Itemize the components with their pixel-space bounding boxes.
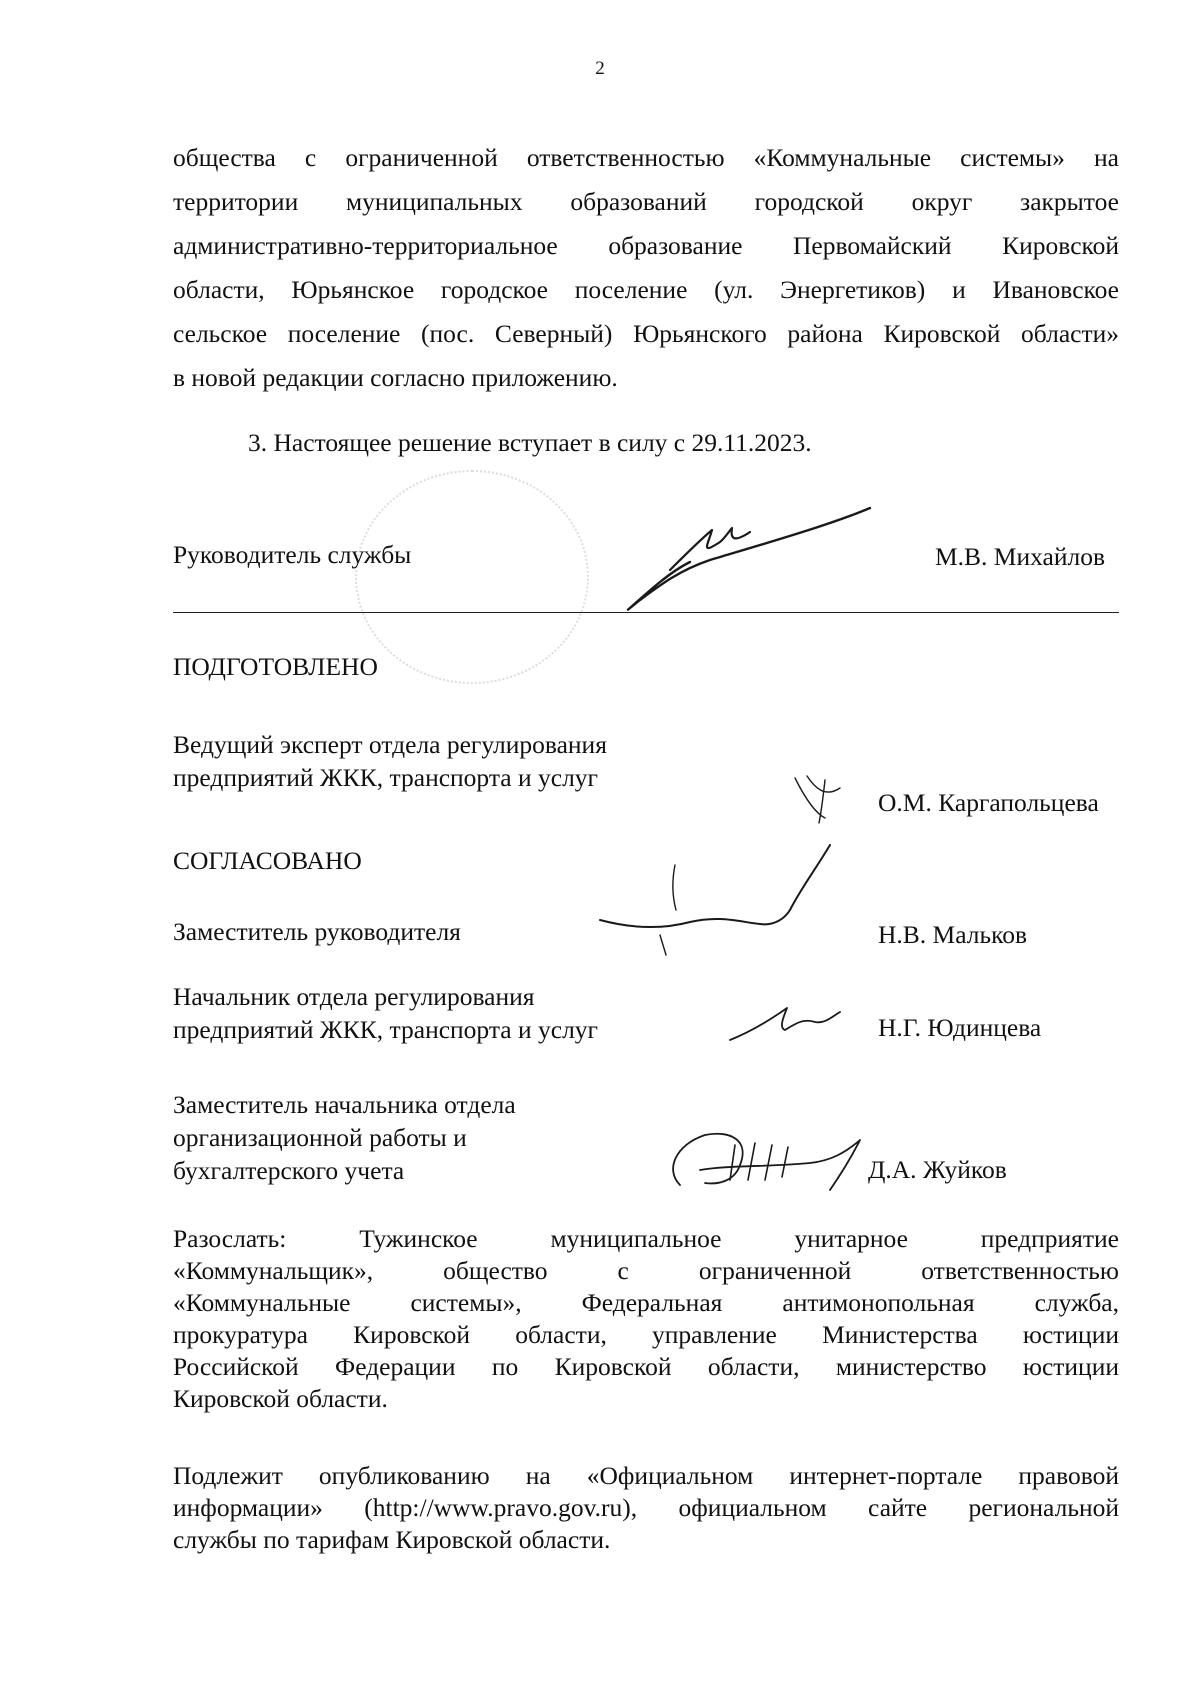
intro-line: территории муниципальных образований городской округ закрытое	[173, 187, 1119, 216]
prepared-heading: ПОДГОТОВЛЕНО	[173, 652, 378, 681]
agreed-heading: СОГЛАСОВАНО	[173, 846, 362, 875]
signer-signature	[660, 1125, 880, 1205]
page-number: 2	[595, 58, 605, 79]
intro-line: сельское поселение (пос. Северный) Юрьянского района Кировской области»	[173, 319, 1119, 348]
distribution-line: Кировской области.	[173, 1384, 388, 1413]
prepared-name: О.М. Каргапольцева	[878, 788, 1099, 817]
position-line: предприятий ЖКК, транспорта и услуг	[173, 1015, 599, 1044]
publication-line: службы по тарифам Кировской области.	[173, 1525, 611, 1554]
signer-name: Н.В. Мальков	[878, 920, 1028, 949]
distribution-line: Разослать: Тужинское муниципальное унитарное предприятие	[173, 1224, 1119, 1253]
signer-position	[173, 980, 598, 1046]
clause-3: 3. Настоящее решение вступает в силу с 29.11.2023.	[248, 428, 812, 457]
stamp-imprint	[355, 470, 589, 684]
signer-signature	[725, 1000, 845, 1050]
publication-line: Подлежит опубликованию на «Официальном интернет-портале правовой	[173, 1461, 1119, 1490]
position-line: Заместитель начальника отдела	[173, 1090, 516, 1119]
signer-signature	[590, 840, 850, 960]
publication-line: информации» (http://www.pravo.gov.ru), официальном сайте региональной	[173, 1493, 1119, 1522]
signer-name: Д.А. Жуйков	[868, 1155, 1007, 1184]
intro-line: области, Юрьянское городское поселение (ул. Энергетиков) и Ивановское	[173, 275, 1119, 304]
intro-line: административно-территориальное образование Первомайский Кировской	[173, 231, 1119, 260]
signer-name: Н.Г. Юдинцева	[878, 1013, 1042, 1042]
intro-line: общества с ограниченной ответственностью «Коммунальные системы» на	[173, 143, 1119, 172]
signer-position: Заместитель руководителя	[173, 917, 461, 946]
signature-rule	[173, 612, 1119, 613]
signer-position	[173, 1088, 516, 1187]
distribution-line: Российской Федерации по Кировской области, министерство юстиции	[173, 1352, 1119, 1381]
distribution-line: «Коммунальные системы», Федеральная антимонопольная служба,	[173, 1288, 1119, 1317]
position-line: Ведущий эксперт отдела регулирования	[173, 730, 607, 759]
head-position: Руководитель службы	[173, 540, 412, 569]
prepared-position	[173, 728, 607, 794]
head-signature	[600, 500, 880, 620]
head-name: М.В. Михайлов	[935, 542, 1106, 571]
position-line: предприятий ЖКК, транспорта и услуг	[173, 763, 599, 792]
intro-line: в новой редакции согласно приложению.	[173, 363, 618, 392]
position-line: организационной работы и	[173, 1123, 467, 1152]
distribution-line: «Коммунальщик», общество с ограниченной ответственностью	[173, 1256, 1119, 1285]
prepared-signature	[785, 768, 855, 828]
distribution-line: прокуратура Кировской области, управление Министерства юстиции	[173, 1320, 1119, 1349]
position-line: Начальник отдела регулирования	[173, 982, 535, 1011]
position-line: бухгалтерского учета	[173, 1156, 405, 1185]
